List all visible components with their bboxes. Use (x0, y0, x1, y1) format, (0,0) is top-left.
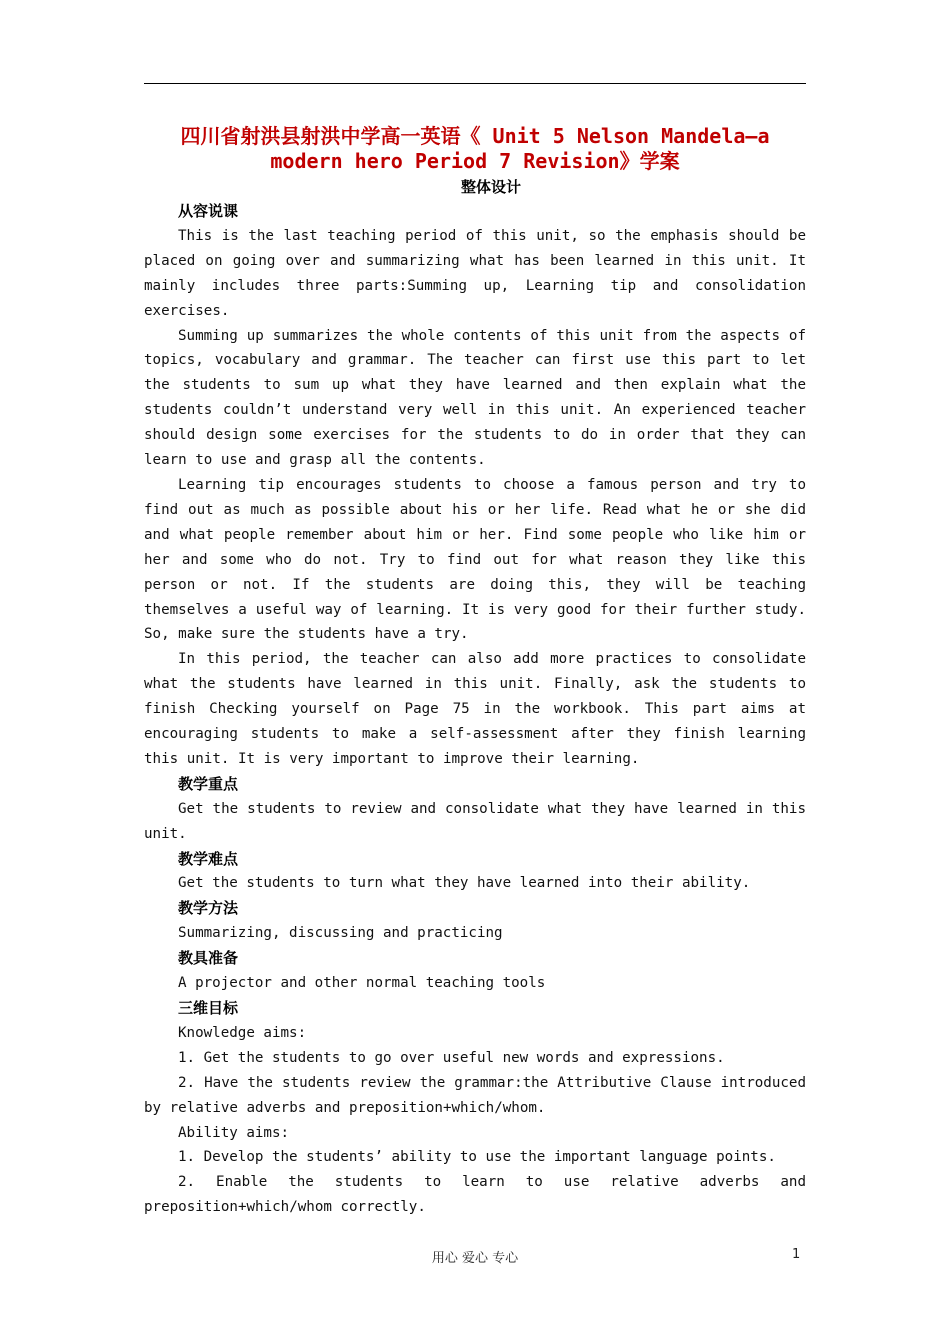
list-item: 1. Get the students to go over useful new words and expressions. (178, 1049, 725, 1066)
paragraph: A projector and other normal teaching tools (178, 975, 546, 992)
paragraph: Knowledge aims: (178, 1024, 307, 1041)
paragraph: Learning tip encourages students to choose a famous person and try to find out as much as possible about his or her life. Read what he or she did and what people remember about him or her. Find some people who like him or her and some who do not. Try to find out for what reason they like this person or not. If the students are doing this, they will be teaching themselves a useful way of learning. It is very good for their further study. So, make sure the students have a try. (144, 476, 806, 643)
paragraph: Ability aims: (178, 1124, 290, 1141)
section-heading-lesson-talk: 从容说课 (178, 202, 239, 220)
section-heading-materials: 教具准备 (178, 949, 239, 968)
document-subtitle: 整体设计 (460, 178, 521, 196)
paragraph: Summing up summarizes the whole contents of this unit from the aspects of topics, vocabulary and grammar. The teacher can first use this part to let the students to sum up what they have learned and then explain what the students couldn’t understand very well in this unit. An experienced teacher should design some exercises for the students to do in order that they can learn to use and grasp all the contents. (144, 327, 806, 469)
page-number: 1 (792, 1247, 801, 1262)
paragraph: Summarizing, discussing and practicing (178, 925, 503, 942)
header-rule (144, 83, 806, 84)
footer-text: 用心 爱心 专心 (431, 1251, 519, 1266)
section-heading-key-points: 教学重点 (178, 774, 239, 793)
paragraph: This is the last teaching period of this unit, so the emphasis should be placed on going over and summarizing what has been learned in this unit. It mainly includes three parts:Summing up, Learning tip and consolidation exercises. (144, 227, 806, 319)
list-item: 2. Enable the students to learn to use relative adverbs and preposition+which/whom correctly. (144, 1174, 806, 1216)
paragraph: Get the students to turn what they have learned into their ability. (178, 875, 751, 892)
paragraph: In this period, the teacher can also add more practices to consolidate what the students have learned in this unit. Finally, ask the students to finish Checking yourself on Page 75 in the workbook. This part aims at encouraging students to make a self-assessment after they finish learning this unit. It is very important to improve their learning. (144, 651, 806, 767)
document-body (144, 199, 806, 1220)
paragraph: Get the students to review and consolidate what they have learned in this unit. (144, 800, 806, 842)
document-title: 四川省射洪县射洪中学高一英语《 Unit 5 Nelson Mandela—a modern hero Period 7 Revision》学案 (180, 124, 770, 173)
list-item: 2. Have the students review the grammar:the Attributive Clause introduced by relative adverbs and preposition+which/whom. (144, 1074, 806, 1116)
list-item: 1. Develop the students’ ability to use the important language points. (178, 1149, 776, 1166)
section-heading-difficulties: 教学难点 (178, 849, 239, 868)
section-heading-methods: 教学方法 (178, 899, 239, 918)
section-heading-objectives: 三维目标 (178, 999, 239, 1017)
